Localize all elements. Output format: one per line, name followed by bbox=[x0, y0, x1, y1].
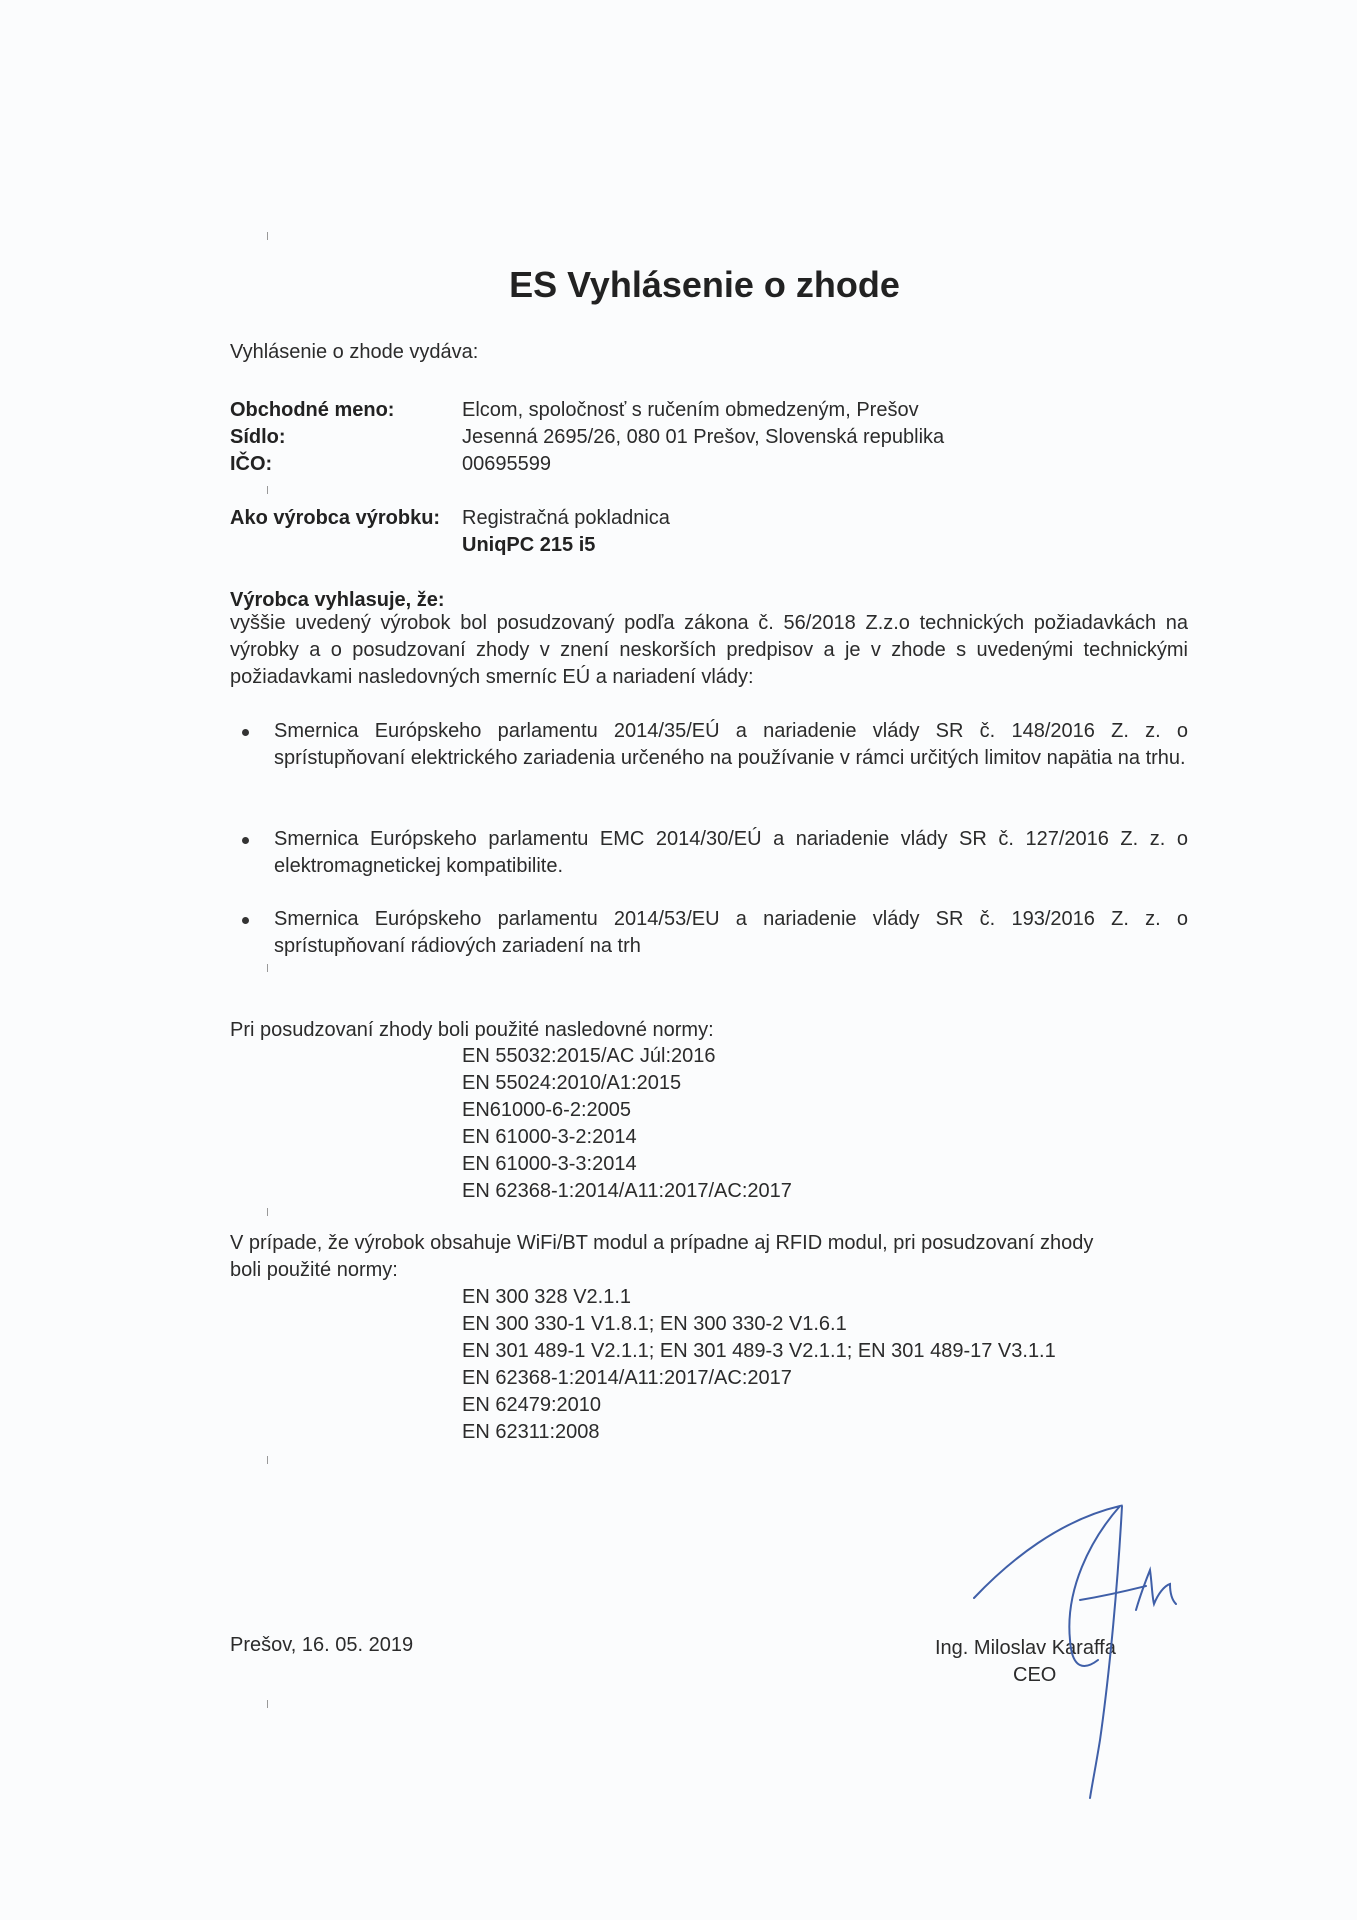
directive-text: Smernica Európskeho parlamentu 2014/35/EÚ a nariadenie vlády SR č. 148/2016 Z. z. o sprístupňovaní elektrického zariadenia určeného na používanie v rámci určitých limitov napätia na trhu. bbox=[274, 720, 1188, 769]
standard-item: EN61000-6-2:2005 bbox=[462, 1099, 632, 1121]
scan-mark bbox=[267, 1208, 268, 1216]
standards-list bbox=[462, 1043, 792, 1205]
wireless-intro-line2: boli použité normy: bbox=[230, 1259, 398, 1281]
wireless-standard-item: EN 300 328 V2.1.1 bbox=[462, 1286, 632, 1308]
standards-intro: Pri posudzovaní zhody boli použité nasledovné normy: bbox=[230, 1019, 714, 1041]
standard-item: EN 55032:2015/AC Júl:2016 bbox=[462, 1045, 716, 1067]
product-label: Ako výrobca výrobku: bbox=[230, 507, 441, 529]
place-date: Prešov, 16. 05. 2019 bbox=[230, 1634, 414, 1656]
scan-mark bbox=[267, 486, 268, 494]
signatory-name: Ing. Miloslav Karaffa bbox=[935, 1637, 1116, 1659]
company-ico-label: IČO: bbox=[230, 453, 273, 475]
wireless-standard-item: EN 62479:2010 bbox=[462, 1394, 602, 1416]
declaration-text: vyššie uvedený výrobok bol posudzovaný podľa zákona č. 56/2018 Z.z.o technických požiadavkách na výrobky a o posudzovaní zhody v znení neskorších predpisov a je v zhode s uvedenými technickými požiadavkami nasledovných smerníc EÚ a nariadení vlády: bbox=[230, 612, 1188, 688]
wireless-intro-line1: V prípade, že výrobok obsahuje WiFi/BT modul a prípadne aj RFID modul, pri posudzovaní zhody bbox=[230, 1232, 1094, 1254]
company-seat-value: Jesenná 2695/26, 080 01 Prešov, Slovenská republika bbox=[462, 426, 945, 448]
standard-item: EN 61000-3-3:2014 bbox=[462, 1153, 637, 1175]
directive-text: Smernica Európskeho parlamentu EMC 2014/30/EÚ a nariadenie vlády SR č. 127/2016 Z. z. o elektromagnetickej kompatibilite. bbox=[274, 828, 1188, 877]
wireless-standards-list bbox=[462, 1284, 1056, 1446]
standard-item: EN 62368-1:2014/A11:2017/AC:2017 bbox=[462, 1180, 792, 1202]
signatory-role: CEO bbox=[1013, 1664, 1057, 1686]
company-seat-label: Sídlo: bbox=[230, 426, 286, 448]
bullet-icon bbox=[242, 837, 249, 844]
declaration-heading: Výrobca vyhlasuje, že: bbox=[230, 589, 445, 611]
wireless-standard-item: EN 62311:2008 bbox=[462, 1421, 600, 1443]
standard-item: EN 61000-3-2:2014 bbox=[462, 1126, 637, 1148]
wireless-standard-item: EN 301 489-1 V2.1.1; EN 301 489-3 V2.1.1; EN 301 489-17 V3.1.1 bbox=[462, 1340, 1056, 1362]
company-name-label: Obchodné meno: bbox=[230, 399, 395, 421]
standard-item: EN 55024:2010/A1:2015 bbox=[462, 1072, 682, 1094]
document-title: ES Vyhlásenie o zhode bbox=[509, 264, 900, 305]
bullet-icon bbox=[242, 729, 249, 736]
issuer-intro: Vyhlásenie o zhode vydáva: bbox=[230, 341, 479, 363]
scan-mark bbox=[267, 232, 268, 240]
scan-mark bbox=[267, 1456, 268, 1464]
scan-mark bbox=[267, 1700, 268, 1708]
product-type: Registračná pokladnica bbox=[462, 507, 670, 529]
product-model: UniqPC 215 i5 bbox=[462, 534, 596, 556]
wireless-standard-item: EN 62368-1:2014/A11:2017/AC:2017 bbox=[462, 1367, 792, 1389]
scan-mark bbox=[267, 964, 268, 972]
bullet-icon bbox=[242, 917, 249, 924]
wireless-standard-item: EN 300 330-1 V1.8.1; EN 300 330-2 V1.6.1 bbox=[462, 1313, 847, 1335]
company-name-value: Elcom, spoločnosť s ručením obmedzeným, Prešov bbox=[462, 399, 919, 421]
handwritten-signature bbox=[960, 1500, 1190, 1800]
directive-text: Smernica Európskeho parlamentu 2014/53/EU a nariadenie vlády SR č. 193/2016 Z. z. o sprístupňovaní rádiových zariadení na trh bbox=[274, 908, 1188, 957]
company-ico-value: 00695599 bbox=[462, 453, 551, 475]
